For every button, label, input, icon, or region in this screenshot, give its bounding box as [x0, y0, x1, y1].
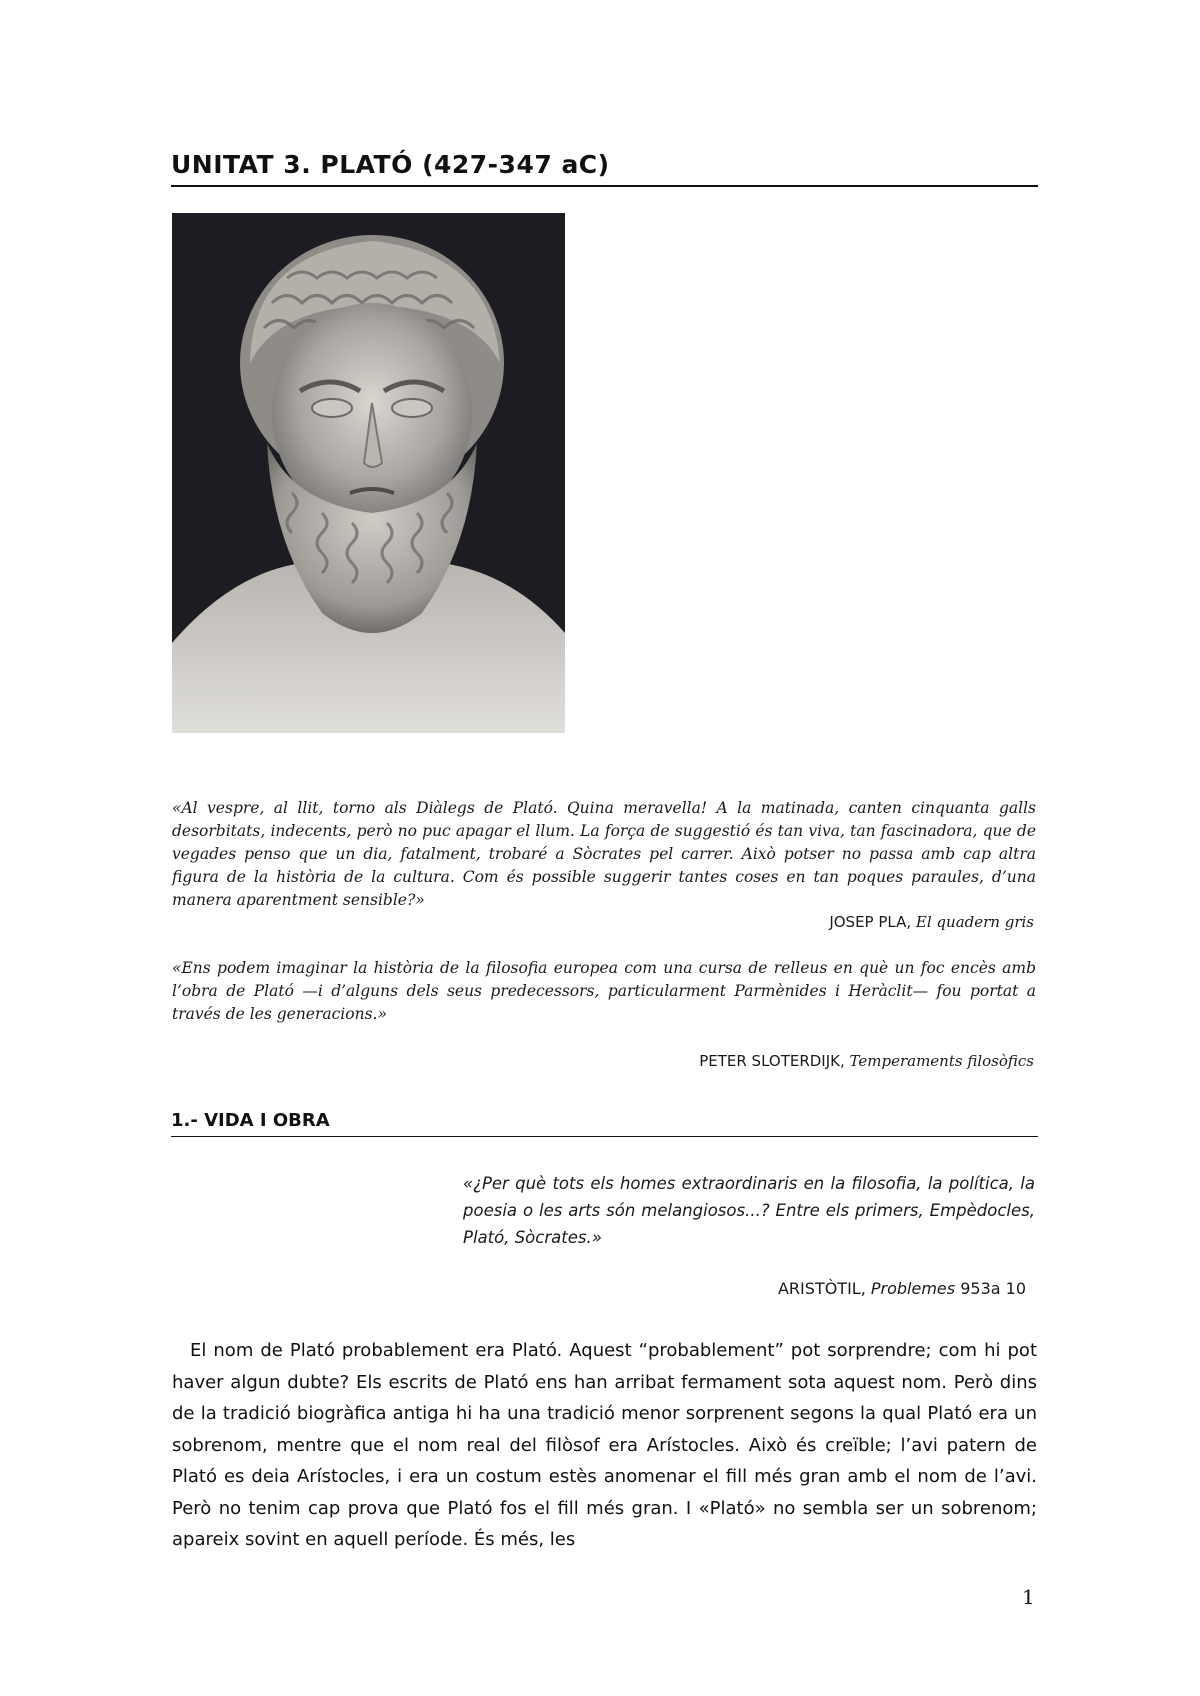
quote-pla-work: El quadern gris	[915, 913, 1034, 931]
epigraph-attribution	[778, 1279, 1026, 1298]
quote-sloterdijk-attribution	[699, 1052, 1034, 1070]
plato-bust-photo	[172, 213, 565, 733]
quote-pla-author: JOSEP PLA,	[829, 913, 912, 931]
quote-sloterdijk-author: PETER SLOTERDIJK,	[699, 1052, 845, 1070]
body-paragraph: El nom de Plató probablement era Plató. Aquest “probablement” pot sorprendre; com hi pot haver algun dubte? Els escrits de Plató ens han arribat fermament sota aquest nom. Però dins de la tradició biogràfica antiga hi ha una tradició menor sorprenent segons la qual Plató era un sobrenom, mentre que el nom real del filòsof era Arístocles. Això és creïble; l’avi patern de Plató es deia Arístocles, i era un costum estès anomenar el fill més gran amb el nom de l’avi. Però no tenim cap prova que Plató fos el fill més gran. I «Plató» no sembla ser un sobrenom; apareix sovint en aquell període. És més, les	[172, 1340, 1037, 1550]
epigraph-work: Problemes	[870, 1279, 956, 1298]
epigraph-author: ARISTÒTIL,	[777, 1279, 866, 1298]
quote-pla: «Al vespre, al llit, torno als Diàlegs de Plató. Quina meravella! A la matinada, canten cinquanta galls desorbitats, indecents, però no puc apagar el llum. La força de suggestió és tan viva, tan fascinadora, que de vegades penso que un dia, fatalment, trobaré a Sòcrates pel carrer. Això potser no passa amb cap altra figura de la història de la cultura. Com és possible suggerir tantes coses en tan poques paraules, d’una manera aparentment sensible?»	[172, 799, 1036, 909]
epigraph-ref: 953a 10	[960, 1279, 1026, 1298]
page-title: UNITAT 3. PLATÓ (427-347 aC)	[171, 150, 1038, 187]
epigraph-aristotil: «¿Per què tots els homes extraordinaris en la filosofia, la política, la poesia o les arts són melangiosos...? Entre els primers, Empèdocles, Plató, Sòcrates.»	[463, 1174, 1035, 1247]
section-title: 1.- VIDA I OBRA	[171, 1110, 1038, 1137]
quote-sloterdijk: «Ens podem imaginar la història de la filosofia europea com una cursa de relleus en què un foc encès amb l’obra de Plató —i d’alguns dels seus predecessors, particularment Parmènides i Heràclit— fou portat a través de les generacions.»	[172, 959, 1036, 1023]
quote-sloterdijk-work: Temperaments filosòfics	[849, 1052, 1034, 1070]
quote-pla-attribution	[829, 913, 1034, 931]
plato-bust-icon	[172, 213, 565, 733]
page-number: 1	[1022, 1585, 1035, 1609]
